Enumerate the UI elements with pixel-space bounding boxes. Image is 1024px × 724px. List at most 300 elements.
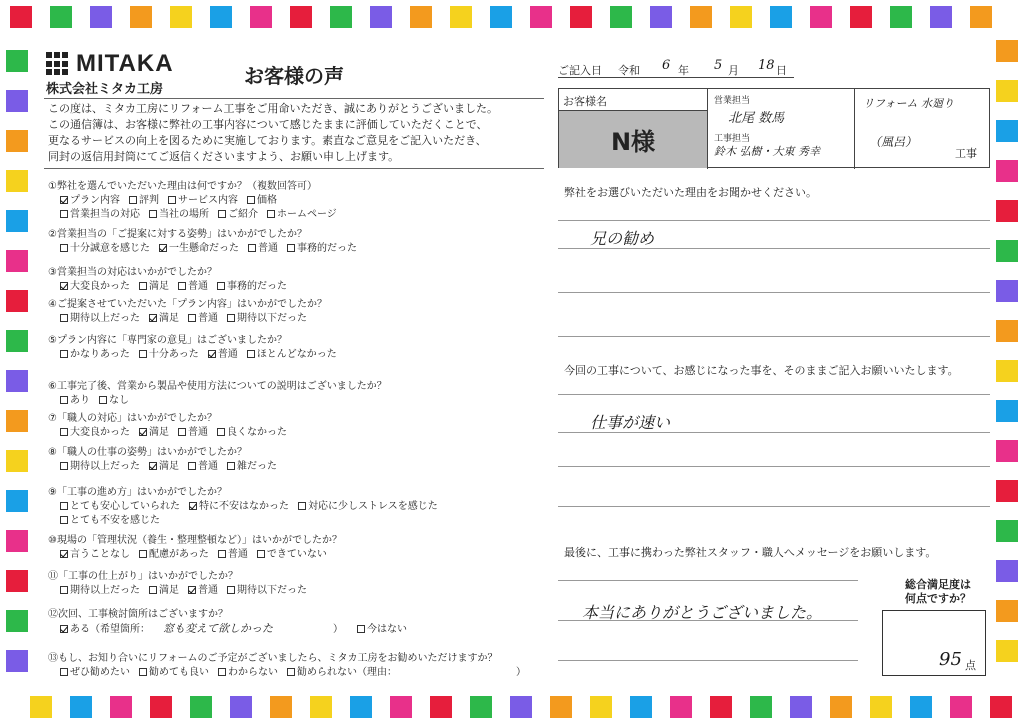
option-label: 配慮があった	[149, 549, 209, 560]
checkbox[interactable]	[99, 396, 107, 404]
border-tile	[570, 6, 592, 28]
option[interactable]	[60, 460, 140, 474]
checkbox[interactable]	[188, 462, 196, 470]
answer-line	[558, 660, 858, 661]
option[interactable]	[168, 194, 238, 208]
option-label: 普通	[188, 281, 208, 292]
border-tile	[996, 320, 1018, 342]
checkbox[interactable]	[357, 625, 365, 633]
checked-checkbox[interactable]	[208, 350, 216, 358]
option-label: 価格	[257, 195, 277, 206]
option-label: 今はない	[367, 624, 407, 635]
reason-heading: 弊社をお選びいただいた理由をお聞かせください。	[564, 186, 817, 199]
border-tile	[6, 50, 28, 72]
border-tile	[6, 330, 28, 352]
option-label: 言うことなし	[70, 549, 130, 560]
border-tile	[6, 450, 28, 472]
option[interactable]	[247, 348, 337, 362]
option[interactable]	[60, 208, 140, 222]
question-text: ④ご提案させていただいた「プラン内容」はいかがでしたか？	[48, 299, 327, 310]
checkbox[interactable]	[227, 314, 235, 322]
checked-checkbox[interactable]	[149, 314, 157, 322]
border-tile	[6, 570, 28, 592]
logo-text: MITAKA	[76, 50, 174, 77]
question-6	[48, 380, 548, 408]
checkbox[interactable]	[139, 350, 147, 358]
border-tile	[750, 696, 772, 718]
border-tile	[6, 530, 28, 552]
q12-handwritten[interactable]: 窓も変えて欲しかった	[163, 622, 273, 635]
border-tile	[470, 696, 492, 718]
border-tile	[996, 560, 1018, 582]
border-tile	[996, 160, 1018, 182]
question-text: ③営業担当の対応はいかがでしたか？	[48, 267, 217, 278]
border-tile	[870, 696, 892, 718]
record-day[interactable]: 18	[758, 58, 775, 73]
option-row	[48, 242, 548, 256]
option-label: 普通	[198, 461, 218, 472]
checkbox[interactable]	[298, 502, 306, 510]
option[interactable]	[287, 666, 397, 680]
border-tile	[90, 6, 112, 28]
company-logo	[46, 50, 174, 78]
checkbox[interactable]	[60, 428, 68, 436]
option-label: 期待以上だった	[70, 313, 140, 324]
option-label: 満足	[149, 427, 169, 438]
checked-checkbox[interactable]	[189, 502, 197, 510]
option[interactable]	[60, 348, 130, 362]
option[interactable]	[60, 548, 130, 562]
checkbox[interactable]	[60, 350, 68, 358]
option-label: わからない	[228, 667, 278, 678]
option[interactable]	[60, 584, 140, 598]
customer-info-table	[558, 88, 990, 168]
answer-line	[558, 336, 990, 337]
border-tile	[350, 696, 372, 718]
checkbox[interactable]	[248, 244, 256, 252]
border-tile	[170, 6, 192, 28]
option-label: 期待以上だった	[70, 461, 140, 472]
option-label: 良くなかった	[227, 427, 287, 438]
option[interactable]	[267, 208, 337, 222]
option[interactable]	[139, 666, 209, 680]
question-13	[48, 652, 548, 680]
option-row	[48, 548, 548, 562]
border-tile	[250, 6, 272, 28]
option[interactable]	[60, 242, 150, 256]
question-text: ⑤プラン内容に「専門家の意見」はございましたか？	[48, 335, 287, 346]
question-1	[48, 180, 548, 222]
option-row	[48, 280, 548, 294]
question-text: ②営業担当の「ご提案に対する姿勢」はいかがでしたか？	[48, 229, 307, 240]
checkbox[interactable]	[218, 210, 226, 218]
option-label: ある（希望箇所：	[70, 624, 150, 635]
border-tile	[530, 6, 552, 28]
checkbox[interactable]	[60, 210, 68, 218]
border-tile	[6, 490, 28, 512]
option-label: かなりあった	[70, 349, 130, 360]
border-tile	[650, 6, 672, 28]
border-tile	[490, 6, 512, 28]
customer-label: お客様名	[559, 89, 707, 111]
border-tile	[370, 6, 392, 28]
message-answer[interactable]: 本当にありがとうございました。	[582, 603, 823, 622]
checkbox[interactable]	[149, 210, 157, 218]
option-label: 大変良かった	[70, 427, 130, 438]
intro-line: 同封の返信用封筒にてご返信くださいますよう、お願い申し上げます。	[48, 150, 400, 163]
checked-checkbox[interactable]	[60, 550, 68, 558]
option[interactable]	[188, 460, 218, 474]
border-tile	[996, 120, 1018, 142]
checked-checkbox[interactable]	[188, 586, 196, 594]
question-text: ⑧「職人の仕事の姿勢」はいかがでしたか？	[48, 447, 247, 458]
option-label: 営業担当の対応	[70, 209, 140, 220]
option-row	[48, 312, 548, 326]
option-label: 満足	[149, 281, 169, 292]
option-label: 十分誠意を感じた	[70, 243, 150, 254]
option-label: とても不安を感じた	[70, 515, 160, 526]
option-label: 勧めても良い	[149, 667, 209, 678]
border-tile	[550, 696, 572, 718]
checkbox[interactable]	[247, 196, 255, 204]
option-row	[48, 666, 548, 680]
option[interactable]	[139, 348, 199, 362]
border-tile	[150, 696, 172, 718]
option[interactable]	[60, 394, 90, 408]
option-label: 普通	[217, 349, 238, 360]
border-tile	[996, 80, 1018, 102]
border-tile	[950, 696, 972, 718]
option[interactable]	[60, 514, 160, 528]
question-8	[48, 446, 548, 474]
option[interactable]	[218, 548, 248, 562]
option[interactable]	[218, 666, 278, 680]
question-12	[48, 608, 548, 637]
checkbox[interactable]	[227, 462, 235, 470]
option[interactable]	[139, 426, 169, 440]
answer-line	[558, 292, 990, 293]
border-tile	[730, 6, 752, 28]
border-tile	[610, 6, 632, 28]
border-tile	[590, 696, 612, 718]
option-label: 対応に少しストレスを感じた	[308, 501, 438, 512]
q13-close-paren: ）	[516, 667, 526, 678]
checkbox[interactable]	[287, 244, 295, 252]
checkbox[interactable]	[60, 244, 68, 252]
message-heading: 最後に、工事に携わった弊社スタッフ・職人へメッセージをお願いします。	[564, 546, 937, 559]
answer-line	[558, 394, 990, 395]
score-label-line: 総合満足度は	[905, 578, 971, 591]
border-tile	[996, 400, 1018, 422]
option-label: 普通	[227, 549, 248, 560]
option[interactable]	[149, 312, 179, 326]
work-label: 工事	[955, 147, 977, 160]
record-date	[558, 60, 794, 78]
option-label: 事務的だった	[227, 281, 287, 292]
intro-line: この通信簿は、お客様に弊社の工事内容について感じたままに評価していただくことで、	[48, 118, 488, 131]
record-month-unit: 月	[728, 64, 739, 77]
option-label: 期待以下だった	[237, 313, 307, 324]
checkbox[interactable]	[139, 668, 147, 676]
option-row	[48, 460, 548, 474]
option-label: とても安心していられた	[70, 501, 180, 512]
border-tile	[6, 250, 28, 272]
reason-answer[interactable]: 兄の勧め	[590, 229, 655, 248]
option-label: 普通	[188, 427, 208, 438]
border-tile	[996, 600, 1018, 622]
construction-label: 工事担当	[714, 134, 751, 144]
option[interactable]	[60, 194, 120, 208]
border-tile	[790, 696, 812, 718]
checkbox[interactable]	[218, 668, 226, 676]
checkbox[interactable]	[60, 586, 68, 594]
intro-message	[44, 98, 544, 169]
score-label	[886, 578, 990, 606]
option-label: 雑だった	[237, 461, 277, 472]
checkbox[interactable]	[217, 282, 225, 290]
border-tile	[6, 410, 28, 432]
border-tile	[450, 6, 472, 28]
checkbox[interactable]	[178, 428, 186, 436]
border-tile	[310, 696, 332, 718]
border-tile	[110, 696, 132, 718]
border-tile	[990, 696, 1012, 718]
border-tile	[710, 696, 732, 718]
option-row	[48, 426, 548, 440]
question-4	[48, 298, 548, 326]
answer-line	[558, 466, 990, 467]
survey-sheet	[34, 32, 990, 692]
question-text: ①弊社を選んでいただいた理由は何ですか？（複数回答可）	[48, 181, 317, 192]
option-label: 評判	[139, 195, 159, 206]
checked-checkbox[interactable]	[159, 244, 167, 252]
option[interactable]	[298, 500, 438, 514]
border-tile	[996, 440, 1018, 462]
question-3	[48, 266, 548, 294]
checkbox[interactable]	[149, 586, 157, 594]
border-tile	[390, 696, 412, 718]
option[interactable]	[208, 348, 238, 362]
option[interactable]	[218, 208, 258, 222]
option-row	[48, 584, 548, 598]
border-tile	[210, 6, 232, 28]
option-label: 満足	[159, 461, 179, 472]
option[interactable]	[139, 280, 169, 294]
checkbox[interactable]	[188, 314, 196, 322]
option[interactable]	[60, 500, 180, 514]
border-tile	[50, 6, 72, 28]
border-tile	[6, 610, 28, 632]
option[interactable]	[188, 312, 218, 326]
option-label: 大変良かった	[70, 281, 130, 292]
border-tile	[270, 696, 292, 718]
option[interactable]	[60, 623, 150, 637]
option[interactable]	[149, 208, 209, 222]
work-sub[interactable]: （風呂）	[869, 135, 918, 149]
checkbox[interactable]	[60, 314, 68, 322]
question-text: ⑥工事完了後、営業から製品や使用方法についての説明はございましたか？	[48, 381, 387, 392]
border-tile	[996, 200, 1018, 222]
option-label: サービス内容	[178, 195, 238, 206]
checked-checkbox[interactable]	[139, 428, 147, 436]
checked-checkbox[interactable]	[149, 462, 157, 470]
sales-label: 営業担当	[714, 96, 751, 106]
sales-name[interactable]: 北尾 数馬	[728, 111, 785, 126]
option-label: 特に不安はなかった	[199, 501, 289, 512]
option[interactable]	[139, 548, 209, 562]
border-tile	[190, 696, 212, 718]
option-label: 普通	[198, 585, 218, 596]
option-label: ほとんどなかった	[256, 349, 337, 360]
answer-line	[558, 580, 858, 581]
question-text: ⑪「工事の仕上がり」はいかがでしたか？	[48, 571, 238, 582]
answer-line	[558, 220, 990, 221]
checkbox[interactable]	[267, 210, 275, 218]
checkbox[interactable]	[227, 586, 235, 594]
option[interactable]	[159, 242, 239, 256]
record-year-unit: 年	[678, 64, 689, 77]
option[interactable]	[60, 312, 140, 326]
option-label: 普通	[258, 243, 278, 254]
option-row	[48, 500, 548, 514]
option[interactable]	[287, 242, 357, 256]
checkbox[interactable]	[60, 462, 68, 470]
option[interactable]	[178, 280, 208, 294]
option-label: 普通	[198, 313, 218, 324]
option-label: あり	[70, 395, 90, 406]
option[interactable]	[60, 426, 130, 440]
question-text: ⑬もし、お知り合いにリフォームのご予定がございましたら、ミタカ工房をお勧めいただけますか？	[48, 653, 498, 664]
question-10	[48, 534, 548, 562]
record-date-label: ご記入日	[558, 64, 602, 77]
border-tile	[330, 6, 352, 28]
score-value: 95	[939, 649, 962, 670]
impression-answer[interactable]: 仕事が速い	[590, 413, 671, 432]
option[interactable]	[217, 280, 287, 294]
option[interactable]	[357, 623, 407, 637]
checked-checkbox[interactable]	[60, 196, 68, 204]
option[interactable]	[188, 584, 218, 598]
checked-checkbox[interactable]	[60, 282, 68, 290]
checkbox[interactable]	[129, 196, 137, 204]
option-label: ぜひ勧めたい	[70, 667, 130, 678]
option[interactable]	[257, 548, 327, 562]
option[interactable]	[227, 460, 277, 474]
checkbox[interactable]	[60, 516, 68, 524]
option-label: 満足	[159, 585, 179, 596]
option-label: 当社の場所	[159, 209, 209, 220]
border-tile	[6, 130, 28, 152]
score-unit: 点	[965, 659, 976, 672]
option[interactable]	[149, 460, 179, 474]
option-row	[48, 194, 548, 208]
record-month[interactable]: 5	[714, 58, 723, 73]
logo-mark-icon	[46, 52, 70, 76]
option[interactable]	[99, 394, 129, 408]
option-row	[48, 208, 548, 222]
border-tile	[996, 40, 1018, 62]
checkbox[interactable]	[218, 550, 226, 558]
border-tile	[230, 696, 252, 718]
border-tile	[130, 6, 152, 28]
work-item[interactable]: リフォーム 水廻り	[863, 97, 954, 110]
border-tile	[6, 370, 28, 392]
option-label: できていない	[266, 549, 327, 560]
checkbox[interactable]	[60, 396, 68, 404]
option-row	[48, 394, 548, 408]
checkbox[interactable]	[178, 282, 186, 290]
border-tile	[690, 6, 712, 28]
border-tile	[6, 290, 28, 312]
option-label: 一生懸命だった	[169, 243, 239, 254]
construction-name[interactable]: 鈴木 弘樹・大東 秀幸	[714, 145, 820, 158]
option[interactable]	[227, 584, 307, 598]
impression-heading: 今回の工事について、お感じになった事を、そのままご記入お願いいたします。	[564, 364, 959, 377]
option[interactable]	[129, 194, 159, 208]
checkbox[interactable]	[217, 428, 225, 436]
option[interactable]	[60, 280, 130, 294]
checkbox[interactable]	[60, 502, 68, 510]
option-label: なし	[109, 395, 129, 406]
border-tile	[830, 696, 852, 718]
border-tile	[850, 6, 872, 28]
checkbox[interactable]	[168, 196, 176, 204]
border-tile	[6, 90, 28, 112]
border-tile	[770, 6, 792, 28]
option[interactable]	[248, 242, 278, 256]
checkbox[interactable]	[139, 282, 147, 290]
score-box[interactable]	[882, 610, 986, 676]
checkbox[interactable]	[287, 668, 295, 676]
option[interactable]	[178, 426, 208, 440]
question-text: ⑨「工事の進め方」はいかがでしたか？	[48, 487, 227, 498]
intro-line: この度は、ミタカ工房にリフォーム工事をご用命いただき、誠にありがとうございました。	[48, 102, 499, 115]
border-tile	[996, 240, 1018, 262]
checkbox[interactable]	[139, 550, 147, 558]
customer-name: N様	[559, 111, 707, 168]
border-tile	[290, 6, 312, 28]
option[interactable]	[227, 312, 307, 326]
option[interactable]	[247, 194, 277, 208]
checkbox[interactable]	[60, 668, 68, 676]
checkbox[interactable]	[257, 550, 265, 558]
border-tile	[510, 696, 532, 718]
intro-line: 更なるサービスの向上を図るために実施しております。素直なご意見をご記入いただき、	[48, 134, 487, 147]
question-text: ⑫次回、工事検討箇所はございますか？	[48, 609, 228, 620]
border-tile	[70, 696, 92, 718]
border-tile	[6, 650, 28, 672]
option[interactable]	[217, 426, 287, 440]
record-day-unit: 日	[776, 64, 787, 77]
question-11	[48, 570, 548, 598]
option[interactable]	[189, 500, 289, 514]
record-year[interactable]: 6	[662, 58, 671, 73]
option-row	[48, 514, 548, 528]
border-tile	[970, 6, 992, 28]
question-9	[48, 486, 548, 528]
border-tile	[430, 696, 452, 718]
checkbox[interactable]	[247, 350, 255, 358]
border-tile	[6, 170, 28, 192]
option[interactable]	[60, 666, 130, 680]
question-2	[48, 228, 548, 256]
option[interactable]	[149, 584, 179, 598]
option-label: 期待以下だった	[237, 585, 307, 596]
question-text: ⑦「職人の対応」はいかがでしたか？	[48, 413, 217, 424]
option-label: 十分あった	[148, 349, 199, 360]
border-tile	[996, 520, 1018, 542]
checked-checkbox[interactable]	[60, 625, 68, 633]
